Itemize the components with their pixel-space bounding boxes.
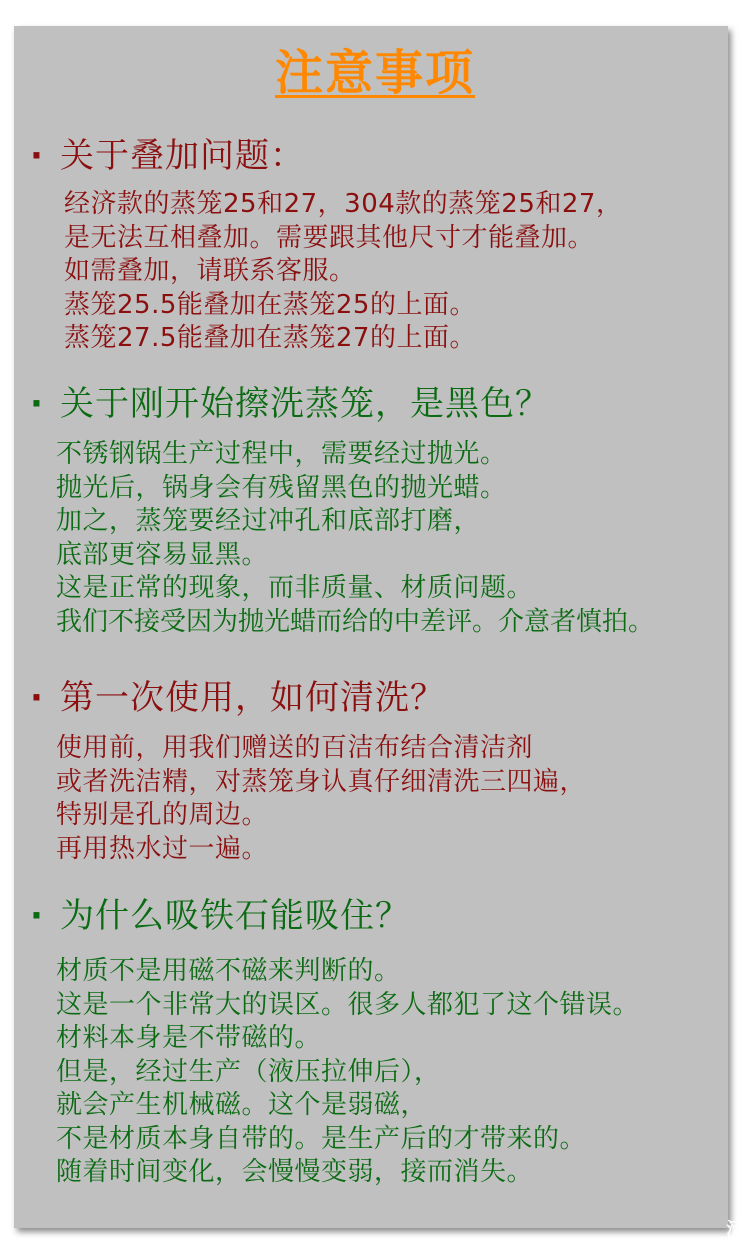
section-1-body (64, 188, 622, 356)
section-2-heading-text: 关于刚开始擦洗蒸笼，是黑色？ (60, 384, 550, 424)
section-3-heading (30, 676, 445, 720)
section-1-heading (30, 134, 305, 178)
section-4-body (56, 955, 639, 1190)
page-title (0, 42, 750, 104)
section-4-heading-text: 为什么吸铁石能吸住？ (60, 896, 410, 936)
section-2-line: 底部更容易显黑。 (56, 539, 269, 570)
section-4-line: 但是，经过生产（液压拉伸后）， (56, 1056, 441, 1087)
bullet-icon: · (30, 136, 44, 176)
section-2-line: 不锈钢锅生产过程中，需要经过抛光。 (56, 439, 507, 469)
bullet-icon: · (30, 384, 44, 424)
section-3-heading-text: 第一次使用，如何清洗？ (60, 678, 445, 718)
section-4-line: 这是一个非常大的误区。很多人都犯了这个错误。 (56, 989, 640, 1020)
section-1-line: 是无法互相叠加。需要跟其他尺寸才能叠加。 (64, 222, 595, 253)
watermark: 酒 (726, 1218, 746, 1242)
section-4-line: 材质不是用磁不磁来判断的。 (56, 956, 401, 986)
section-1-line: 经济款的蒸笼25和27，304款的蒸笼25和27， (64, 189, 623, 219)
section-3-line: 使用前，用我们赠送的百洁布结合清洁剂 (56, 733, 534, 763)
section-4-line: 就会产生机械磁。这个是弱磁， (56, 1090, 428, 1120)
section-2-line: 我们不接受因为抛光蜡而给的中差评。介意者慎拍。 (56, 606, 655, 637)
section-4-line: 材料本身是不带磁的。 (56, 1023, 322, 1053)
section-1-line: 蒸笼25.5能叠加在蒸笼25的上面。 (64, 289, 476, 320)
section-2-heading (30, 382, 550, 426)
section-2-line: 加之，蒸笼要经过冲孔和底部打磨， (56, 506, 481, 536)
section-3-line: 再用热水过一遍。 (56, 833, 269, 864)
section-1-line: 如需叠加，请联系客服。 (64, 256, 356, 286)
page-title-text: 注意事项 (274, 45, 475, 101)
section-1-heading-text: 关于叠加问题： (60, 136, 305, 176)
section-2-body (56, 438, 654, 639)
bullet-icon: · (30, 678, 44, 718)
section-3-line: 特别是孔的周边。 (56, 800, 269, 830)
section-4-line: 随着时间变化，会慢慢变弱，接而消失。 (56, 1157, 534, 1187)
section-2-line: 抛光后，锅身会有残留黑色的抛光蜡。 (56, 472, 507, 503)
section-2-line: 这是正常的现象，而非质量、材质问题。 (56, 573, 534, 603)
bullet-icon: · (30, 896, 44, 936)
section-3-line: 或者洗洁精，对蒸笼身认真仔细清洗三四遍， (56, 766, 587, 797)
section-4-line: 不是材质本身自带的。是生产后的才带来的。 (56, 1123, 587, 1154)
section-3-body (56, 732, 586, 866)
section-4-heading (30, 894, 410, 938)
section-1-line: 蒸笼27.5能叠加在蒸笼27的上面。 (64, 323, 476, 353)
